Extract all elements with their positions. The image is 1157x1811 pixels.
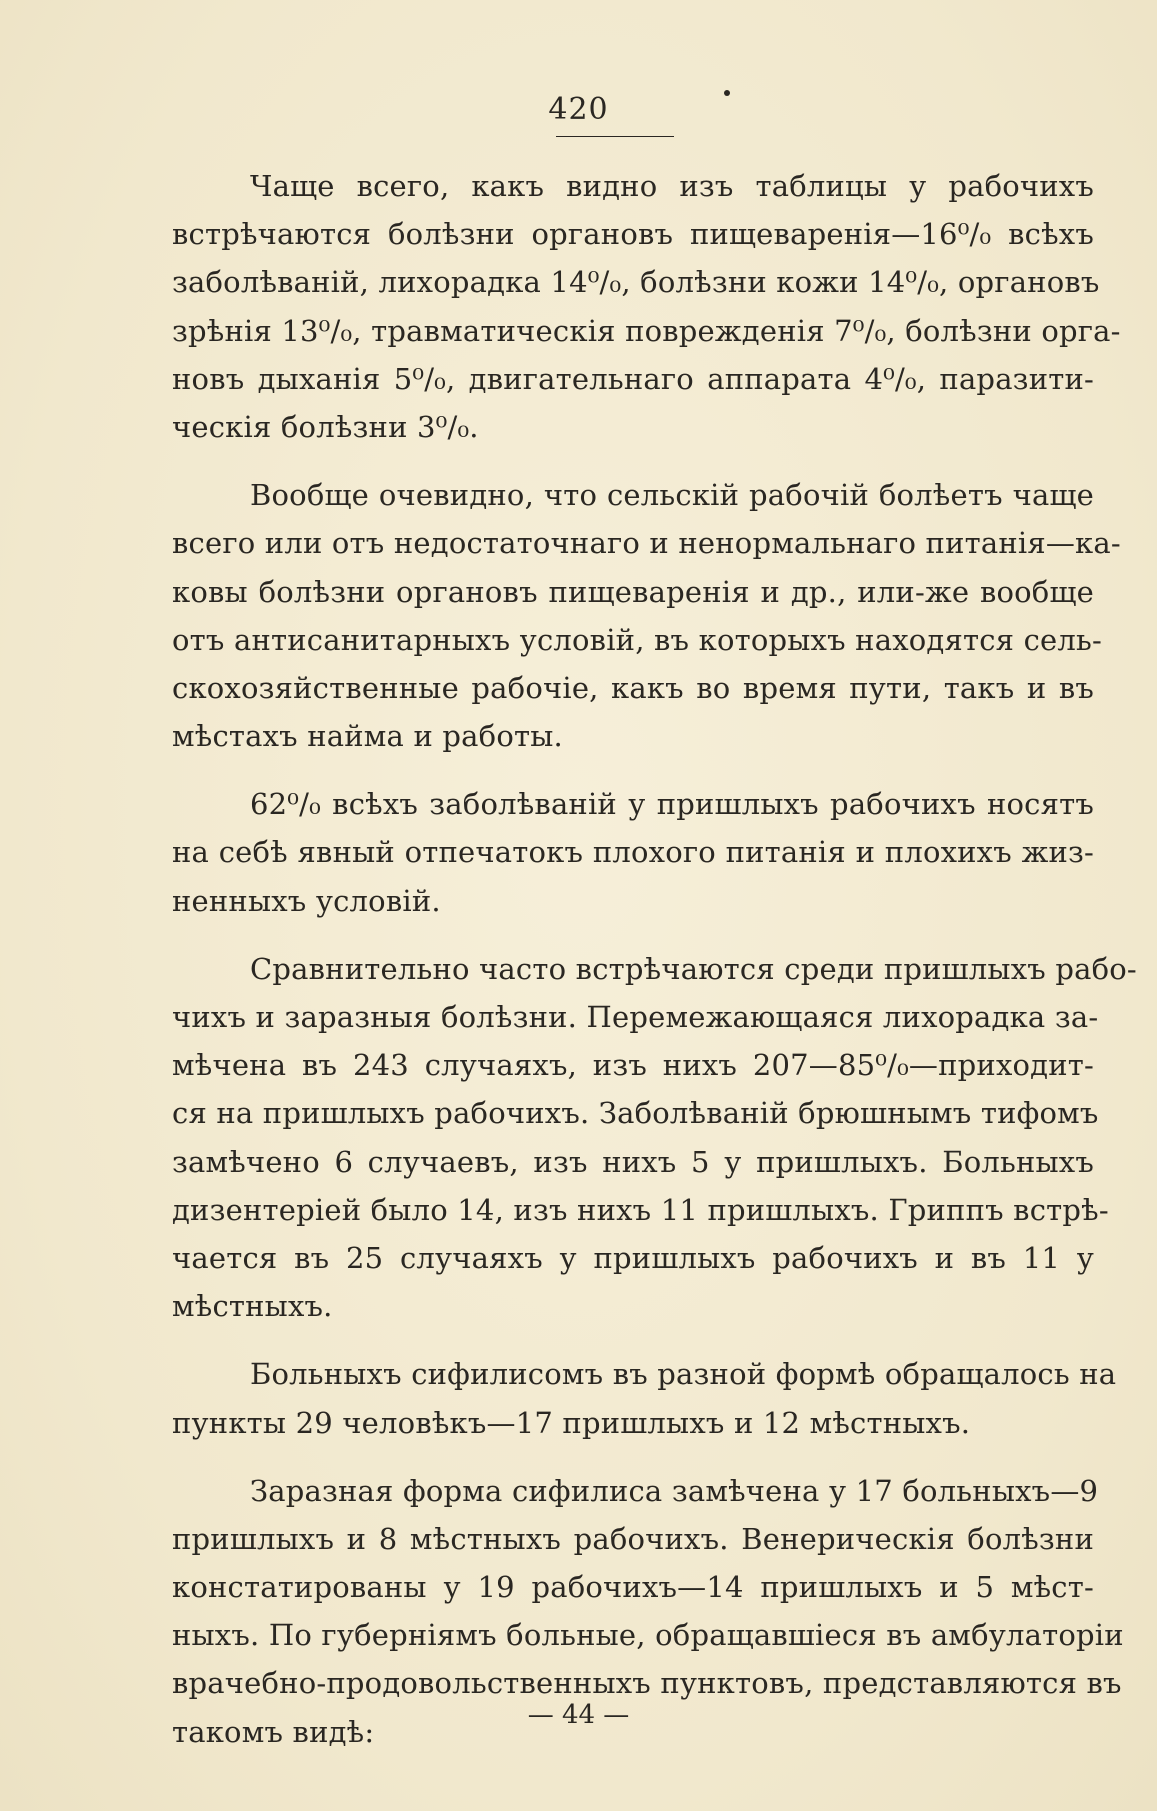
- text-line: ныхъ. По губерніямъ больные, обращавшіеся въ амбулаторіи: [172, 1618, 1124, 1653]
- text-line: скохозяйственные рабочіе, какъ во время пути, такъ и въ: [172, 670, 1094, 705]
- signature-mark: — 44 —: [527, 1700, 630, 1730]
- paragraph-2: [172, 471, 1121, 760]
- text-line: заболѣваній, лихорадка 14⁰/₀, болѣзни кожи 14⁰/₀, органовъ: [172, 265, 1100, 300]
- paragraph-5: [172, 1350, 1117, 1446]
- page-number: 420: [548, 92, 609, 127]
- text-line: пункты 29 человѣкъ—17 пришлыхъ и 12 мѣстныхъ.: [172, 1405, 971, 1440]
- text-line: чихъ и заразныя болѣзни. Перемежающаяся лихорадка за-: [172, 1000, 1099, 1034]
- text-line: Больныхъ сифилисомъ въ разной формѣ обращалось на: [250, 1357, 1117, 1392]
- paragraph-4: [172, 945, 1137, 1331]
- page-number-rule: [556, 136, 674, 137]
- text-line: Заразная форма сифилиса замѣчена у 17 больныхъ—9: [250, 1473, 1099, 1508]
- text-line: замѣчено 6 случаевъ, изъ нихъ 5 у пришлыхъ. Больныхъ: [172, 1144, 1094, 1179]
- text-line: мѣчена въ 243 случаяхъ, изъ нихъ 207—85⁰/₀—приходит-: [172, 1048, 1094, 1083]
- text-line: всего или отъ недостаточнаго и ненормальнаго питанія—ка-: [172, 526, 1121, 561]
- text-line: отъ антисанитарныхъ условій, въ которыхъ находятся сель-: [172, 622, 1102, 657]
- text-line: Сравнительно часто встрѣчаются среди пришлыхъ рабо-: [250, 951, 1137, 986]
- text-line: Вообще очевидно, что сельскій рабочій болѣетъ чаще: [250, 478, 1094, 513]
- text-line: ся на пришлыхъ рабочихъ. Заболѣваній брюшнымъ тифомъ: [172, 1096, 1099, 1131]
- text-line: зрѣнія 13⁰/₀, травматическія поврежденія 7⁰/₀, болѣзни орга-: [172, 313, 1121, 348]
- text-line: пришлыхъ и 8 мѣстныхъ рабочихъ. Венерическія болѣзни: [172, 1521, 1094, 1556]
- text-line: ковы болѣзни органовъ пищеваренія и др., или-же вообще: [172, 574, 1094, 609]
- text-line: мѣстахъ найма и работы.: [172, 719, 563, 754]
- text-line: врачебно-продовольственныхъ пунктовъ, представляются въ: [172, 1666, 1122, 1701]
- paragraph-3: [172, 780, 1094, 925]
- text-line: дизентеріей было 14, изъ нихъ 11 пришлыхъ. Гриппъ встрѣ-: [172, 1192, 1109, 1227]
- text-line: ненныхъ условій.: [172, 883, 441, 918]
- text-line: встрѣчаются болѣзни органовъ пищеваренія—16⁰/₀ всѣхъ: [172, 217, 1094, 252]
- text-line: такомъ видѣ:: [172, 1714, 375, 1749]
- text-line: 62⁰/₀ всѣхъ заболѣваній у пришлыхъ рабочихъ носятъ: [250, 787, 1094, 822]
- paragraph-1: [172, 162, 1121, 451]
- text-line: констатированы у 19 рабочихъ—14 пришлыхъ и 5 мѣст-: [172, 1570, 1094, 1605]
- text-line: Чаще всего, какъ видно изъ таблицы у рабочихъ: [250, 169, 1094, 203]
- text-line: мѣстныхъ.: [172, 1289, 333, 1324]
- text-line: ческія болѣзни 3⁰/₀.: [172, 409, 479, 444]
- text-line: новъ дыханія 5⁰/₀, двигательнаго аппарата 4⁰/₀, паразити-: [172, 361, 1094, 396]
- text-line: чается въ 25 случаяхъ у пришлыхъ рабочихъ и въ 11 у: [172, 1240, 1094, 1275]
- text-line: на себѣ явный отпечатокъ плохого питанія и плохихъ жиз-: [172, 835, 1094, 870]
- ink-dot: [724, 90, 730, 96]
- body-text: [172, 162, 1137, 1776]
